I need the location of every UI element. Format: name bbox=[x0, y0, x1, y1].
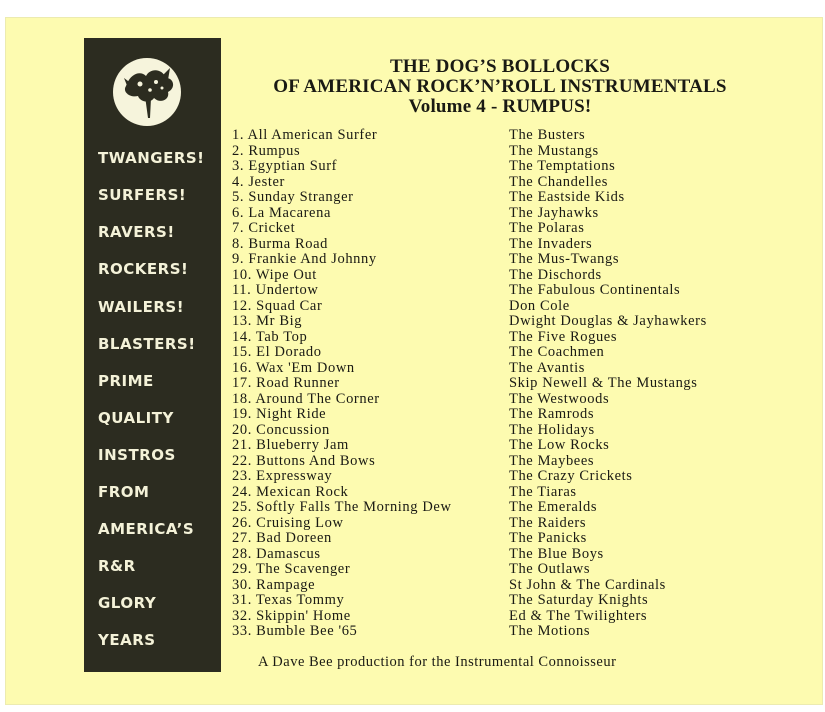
track-number: 4. bbox=[232, 173, 245, 190]
album-title-line-3: Volume 4 - RUMPUS! bbox=[408, 96, 592, 117]
track-artist: Dwight Douglas & Jayhawkers bbox=[509, 313, 707, 329]
track-title: Wax 'Em Down bbox=[255, 359, 355, 376]
track-number: 33. bbox=[232, 623, 252, 639]
track-title: Squad Car bbox=[256, 297, 323, 314]
track-row bbox=[232, 530, 332, 546]
track-number: 16. bbox=[232, 359, 252, 376]
track-artist: The Eastside Kids bbox=[509, 189, 625, 205]
track-number: 25. bbox=[232, 499, 252, 515]
track-artist: The Five Rogues bbox=[509, 328, 618, 345]
track-number: 18. bbox=[232, 390, 252, 407]
track-row bbox=[232, 437, 349, 453]
track-number: 19. bbox=[232, 406, 252, 422]
track-artist: The Emeralds bbox=[509, 499, 598, 515]
track-number: 3. bbox=[232, 158, 245, 174]
sidebar-word: WAILERS! bbox=[98, 298, 185, 316]
sidebar-word: GLORY bbox=[98, 594, 157, 612]
track-artist: The Raiders bbox=[509, 514, 587, 531]
track-artist: The Chandelles bbox=[509, 173, 608, 190]
sidebar-word: BLASTERS! bbox=[98, 335, 196, 353]
track-row bbox=[232, 174, 285, 190]
track-artist: Ed & The Twilighters bbox=[509, 607, 648, 624]
track-number: 11. bbox=[232, 282, 252, 298]
production-credit: A Dave Bee production for the Instrumental Connoisseur bbox=[258, 654, 617, 670]
track-row bbox=[232, 158, 337, 174]
track-number: 23. bbox=[232, 468, 252, 484]
track-artist: The Panicks bbox=[509, 530, 587, 546]
track-row bbox=[232, 592, 344, 608]
track-title: Cruising Low bbox=[256, 514, 344, 531]
track-artist: The Avantis bbox=[509, 359, 585, 376]
track-row bbox=[232, 189, 354, 205]
track-artist: The Mus-Twangs bbox=[509, 251, 620, 267]
track-artist: The Saturday Knights bbox=[509, 592, 649, 608]
sidebar-panel bbox=[84, 38, 221, 672]
track-artist: The Outlaws bbox=[509, 561, 591, 577]
track-title: Jester bbox=[248, 173, 285, 190]
track-row bbox=[232, 127, 377, 143]
track-number: 15. bbox=[232, 344, 252, 360]
track-number: 22. bbox=[232, 452, 252, 469]
track-number: 28. bbox=[232, 545, 252, 562]
track-title: Concussion bbox=[256, 421, 330, 438]
sidebar-word: INSTROS bbox=[98, 446, 176, 464]
track-title: Cricket bbox=[248, 220, 296, 236]
sidebar-word: SURFERS! bbox=[98, 186, 187, 204]
track-number: 27. bbox=[232, 530, 252, 546]
track-number: 8. bbox=[232, 235, 245, 252]
track-title: Bad Doreen bbox=[256, 530, 332, 546]
track-artist: The Invaders bbox=[509, 235, 593, 252]
track-number: 17. bbox=[232, 375, 252, 391]
track-row bbox=[232, 623, 357, 639]
track-title: Egyptian Surf bbox=[248, 158, 338, 174]
track-title: Around The Corner bbox=[255, 390, 380, 407]
track-number: 7. bbox=[232, 220, 245, 236]
track-row bbox=[232, 344, 322, 360]
sidebar-word: RAVERS! bbox=[98, 223, 175, 241]
track-number: 20. bbox=[232, 421, 252, 438]
track-title: Buttons And Bows bbox=[256, 452, 376, 469]
sidebar-word: PRIME bbox=[98, 372, 154, 390]
track-artist: The Westwoods bbox=[509, 390, 610, 407]
track-artist: The Coachmen bbox=[509, 344, 605, 360]
track-artist: The Low Rocks bbox=[509, 437, 610, 453]
track-row bbox=[232, 298, 322, 314]
track-row bbox=[232, 515, 344, 531]
track-title: La Macarena bbox=[248, 204, 331, 221]
track-row bbox=[232, 391, 380, 407]
sidebar-word: R&R bbox=[98, 557, 136, 575]
track-row bbox=[232, 282, 318, 298]
track-row bbox=[232, 220, 295, 236]
sidebar-word: FROM bbox=[98, 483, 150, 501]
track-number: 26. bbox=[232, 514, 252, 531]
track-row bbox=[232, 561, 350, 577]
track-title: Bumble Bee '65 bbox=[256, 623, 358, 639]
track-row bbox=[232, 143, 300, 159]
track-artist: The Maybees bbox=[509, 452, 595, 469]
track-artist: The Dischords bbox=[509, 266, 602, 283]
track-row bbox=[232, 499, 452, 515]
track-artist: Skip Newell & The Mustangs bbox=[509, 375, 698, 391]
track-row bbox=[232, 360, 355, 376]
track-title: Sunday Stranger bbox=[248, 189, 354, 205]
track-number: 31. bbox=[232, 592, 252, 608]
track-title: El Dorado bbox=[256, 344, 322, 360]
album-title-line-2: OF AMERICAN ROCK’N’ROLL INSTRUMENTALS bbox=[273, 76, 727, 97]
track-title: Skippin' Home bbox=[256, 607, 351, 624]
sidebar-word: QUALITY bbox=[98, 409, 174, 427]
track-number: 1. bbox=[232, 127, 245, 143]
track-title: Texas Tommy bbox=[255, 592, 345, 608]
track-row bbox=[232, 375, 340, 391]
track-title: Burma Road bbox=[248, 235, 329, 252]
track-number: 14. bbox=[232, 328, 252, 345]
track-title: Blueberry Jam bbox=[256, 437, 349, 453]
track-title: Undertow bbox=[255, 282, 319, 298]
album-title-line-1: THE DOG’S BOLLOCKS bbox=[389, 56, 611, 77]
track-artist: The Blue Boys bbox=[509, 545, 604, 562]
track-number: 6. bbox=[232, 204, 245, 221]
track-title: Frankie And Johnny bbox=[248, 251, 377, 267]
track-row bbox=[232, 236, 328, 252]
track-number: 29. bbox=[232, 561, 252, 577]
track-number: 30. bbox=[232, 576, 252, 593]
track-title: Wipe Out bbox=[255, 266, 317, 283]
track-artist: Don Cole bbox=[509, 297, 570, 314]
track-row bbox=[232, 329, 307, 345]
track-title: Night Ride bbox=[256, 406, 327, 422]
track-row bbox=[232, 422, 330, 438]
track-title: Road Runner bbox=[256, 375, 340, 391]
track-artist: The Tiaras bbox=[509, 483, 577, 500]
track-title: Mexican Rock bbox=[256, 483, 349, 500]
track-number: 12. bbox=[232, 297, 252, 314]
track-title: Tab Top bbox=[255, 328, 308, 345]
track-title: The Scavenger bbox=[255, 561, 351, 577]
track-artist: The Polaras bbox=[509, 220, 585, 236]
sidebar-word: TWANGERS! bbox=[98, 149, 205, 167]
track-title: Mr Big bbox=[256, 313, 303, 329]
sidebar-word: ROCKERS! bbox=[98, 260, 189, 278]
track-number: 21. bbox=[232, 437, 252, 453]
track-row bbox=[232, 608, 351, 624]
track-artist: The Holidays bbox=[509, 421, 595, 438]
track-artist: The Temptations bbox=[509, 158, 616, 174]
track-row bbox=[232, 267, 317, 283]
track-row bbox=[232, 484, 348, 500]
track-artist: The Motions bbox=[509, 623, 591, 639]
track-artist: The Busters bbox=[509, 127, 586, 143]
track-number: 5. bbox=[232, 189, 245, 205]
track-artist: The Mustangs bbox=[509, 142, 599, 159]
track-artist: The Ramrods bbox=[509, 406, 595, 422]
track-row bbox=[232, 453, 375, 469]
sidebar-word: AMERICA’S bbox=[98, 520, 195, 538]
track-title: Softly Falls The Morning Dew bbox=[256, 499, 452, 515]
track-number: 9. bbox=[232, 251, 245, 267]
track-title: All American Surfer bbox=[247, 127, 378, 143]
track-number: 32. bbox=[232, 607, 252, 624]
track-row bbox=[232, 313, 302, 329]
track-row bbox=[232, 546, 321, 562]
track-artist: St John & The Cardinals bbox=[509, 576, 666, 593]
track-row bbox=[232, 205, 331, 221]
track-title: Rampage bbox=[256, 576, 316, 593]
sidebar-word: YEARS bbox=[98, 631, 156, 649]
track-number: 13. bbox=[232, 313, 252, 329]
track-number: 24. bbox=[232, 483, 252, 500]
track-title: Damascus bbox=[256, 545, 321, 562]
track-artist: The Fabulous Continentals bbox=[509, 282, 681, 298]
track-title: Rumpus bbox=[248, 142, 301, 159]
track-row bbox=[232, 468, 332, 484]
track-row bbox=[232, 251, 377, 267]
track-artist: The Jayhawks bbox=[509, 204, 599, 221]
track-number: 10. bbox=[232, 266, 252, 283]
tree-logo-icon bbox=[112, 56, 182, 128]
track-number: 2. bbox=[232, 142, 245, 159]
track-title: Expressway bbox=[256, 468, 333, 484]
track-row bbox=[232, 577, 315, 593]
track-artist: The Crazy Crickets bbox=[509, 468, 633, 484]
track-row bbox=[232, 406, 326, 422]
